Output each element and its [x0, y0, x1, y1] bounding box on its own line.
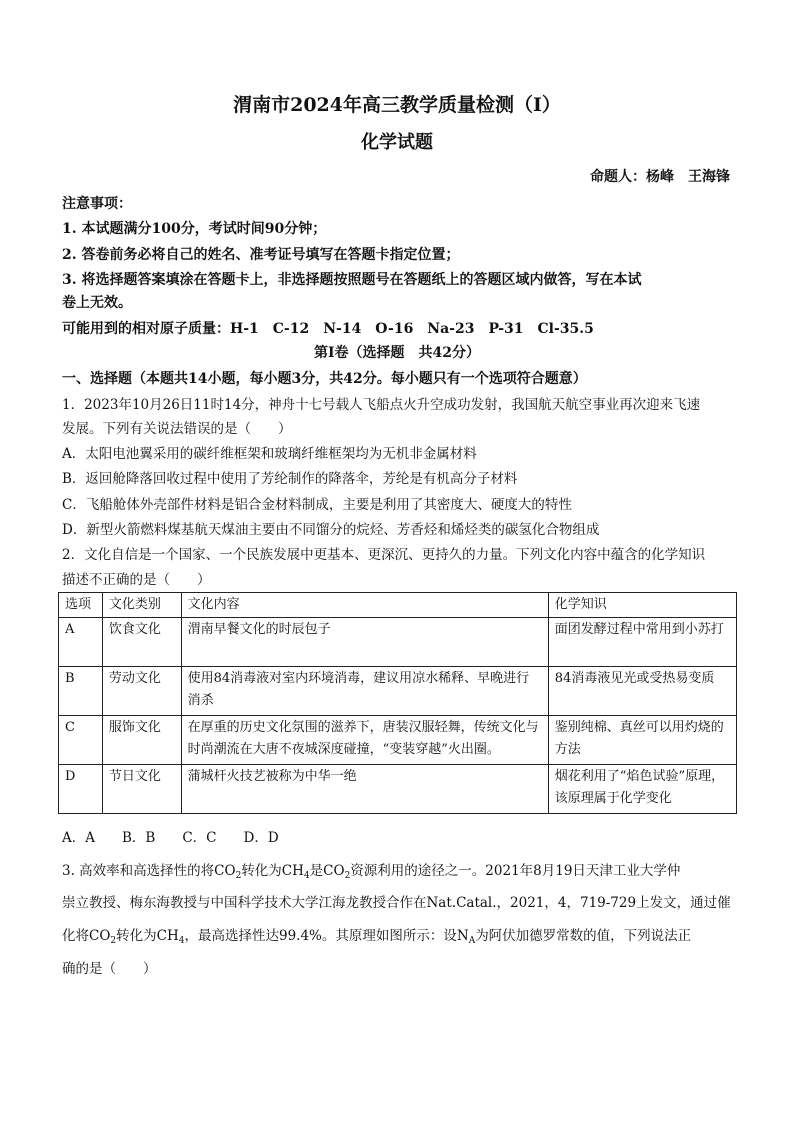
- table-cell: 劳动文化: [102, 667, 181, 716]
- table-cell: 渭南早餐文化的时辰包子: [181, 618, 548, 667]
- q3-stem-line4: 确的是（ ）: [62, 961, 157, 977]
- table-cell: C: [59, 716, 103, 765]
- q3-text: 3. 高效率和高选择性的将CO: [62, 863, 236, 879]
- q1-option-d: D．新型火箭燃料煤基航天煤油主要由不同馏分的烷烃、芳香烃和烯烃类的碳氢化合物组成: [62, 522, 600, 538]
- exam-subtitle: 化学试题: [361, 132, 433, 153]
- exam-title: 渭南市2024年高三教学质量检测（Ⅰ）: [233, 94, 561, 116]
- table-cell: B: [59, 667, 103, 716]
- q3-text: 转化为CH: [241, 863, 304, 879]
- exam-authors: 命题人：杨峰 王海锋: [590, 169, 730, 185]
- subscript: 4: [303, 871, 310, 881]
- note-item: 2. 答卷前务必将自己的姓名、准考证号填写在答题卡指定位置；: [62, 247, 460, 263]
- table-cell: 84消毒液见光或受热易变质: [548, 667, 736, 716]
- q2-stem-cont: 描述不正确的是（ ）: [62, 572, 211, 588]
- subscript: A: [468, 936, 476, 946]
- table-row: [59, 667, 737, 716]
- q3-text: ，最高选择性达99.4%。其原理如图所示：设N: [184, 928, 469, 944]
- q3-text: 化将CO: [62, 928, 111, 944]
- table-cell: A: [59, 618, 103, 667]
- table-row: [59, 618, 737, 667]
- culture-table: [58, 592, 737, 814]
- atomic-masses: 可能用到的相对原子质量：H-1 C-12 N-14 O-16 Na-23 P-31 Cl-35.5: [62, 321, 594, 337]
- q3-text: 是CO: [309, 863, 345, 879]
- table-cell: 服饰文化: [102, 716, 181, 765]
- q3-text: 资源利用的途径之一。2021年8月19日天津工业大学仲: [350, 863, 681, 879]
- q2-stem: 2．文化自信是一个国家、一个民族发展中更基本、更深沉、更持久的力量。下列文化内容中蕴含的化学知识: [62, 547, 706, 563]
- table-cell: 蒲城杆火技艺被称为中华一绝: [181, 765, 548, 814]
- table-cell: 使用84消毒液对室内环境消毒，建议用凉水稀释、早晚进行消杀: [181, 667, 548, 716]
- table-row: [59, 716, 737, 765]
- q3-text: 转化为CH: [116, 928, 179, 944]
- table-header-cell: 文化类别: [102, 593, 181, 618]
- note-item: 3. 将选择题答案填涂在答题卡上，非选择题按照题号在答题纸上的答题区域内做答，写在本试: [62, 272, 642, 288]
- notes-heading: 注意事项：: [62, 196, 132, 212]
- table-cell: 面团发酵过程中常用到小苏打: [548, 618, 736, 667]
- q3-text: 为阿伏加德罗常数的值，下列说法正: [475, 928, 692, 944]
- table-header-cell: 文化内容: [181, 593, 548, 618]
- q3-stem-line2: 崇立教授、梅东海教授与中国科学技术大学江海龙教授合作在Nat.Catal.，2021，4，719-729上发文，通过催: [62, 895, 731, 911]
- note-item: 1. 本试题满分100分，考试时间90分钟；: [62, 221, 327, 237]
- table-cell: 节日文化: [102, 765, 181, 814]
- q1-stem: 1．2023年10月26日11时14分，神舟十七号载人飞船点火升空成功发射，我国航天航空事业再次迎来飞速: [62, 397, 701, 413]
- table-cell: D: [59, 765, 103, 814]
- table-cell: 饮食文化: [102, 618, 181, 667]
- table-cell: 烟花利用了“焰色试验”原理，该原理属于化学变化: [548, 765, 736, 814]
- note-item: 卷上无效。: [62, 295, 132, 311]
- section-instruction: 一、选择题（本题共14小题，每小题3分，共42分。每小题只有一个选项符合题意）: [62, 371, 587, 387]
- q3-stem-line1: [62, 862, 680, 880]
- q1-option-a: A．太阳电池翼采用的碳纤维框架和玻璃纤维框架均为无机非金属材料: [62, 446, 477, 462]
- q2-answers: A．A B．B C．C D．D: [62, 830, 279, 846]
- subscript: 2: [344, 871, 351, 881]
- table-row: [59, 765, 737, 814]
- q3-stem-line3: [62, 927, 691, 945]
- q1-option-b: B．返回舱降落回收过程中使用了芳纶制作的降落伞，芳纶是有机高分子材料: [62, 471, 518, 487]
- subscript: 2: [110, 936, 117, 946]
- q1-option-c: C．飞船舱体外壳部件材料是铝合金材料制成，主要是利用了其密度大、硬度大的特性: [62, 497, 572, 513]
- subscript: 2: [235, 871, 242, 881]
- table-header-row: [59, 593, 737, 618]
- table-header-cell: 化学知识: [548, 593, 736, 618]
- table-cell: 在厚重的历史文化氛围的滋养下，唐装汉服轻舞，传统文化与时尚潮流在大唐不夜城深度碰撞，“变装穿越”火出圈。: [181, 716, 548, 765]
- q1-stem-cont: 发展。下列有关说法错误的是（ ）: [62, 421, 292, 437]
- table-header-cell: 选项: [59, 593, 103, 618]
- subscript: 4: [178, 936, 185, 946]
- table-cell: 鉴别纯棉、真丝可以用灼烧的方法: [548, 716, 736, 765]
- section-title: 第Ⅰ卷（选择题 共42分）: [313, 345, 481, 361]
